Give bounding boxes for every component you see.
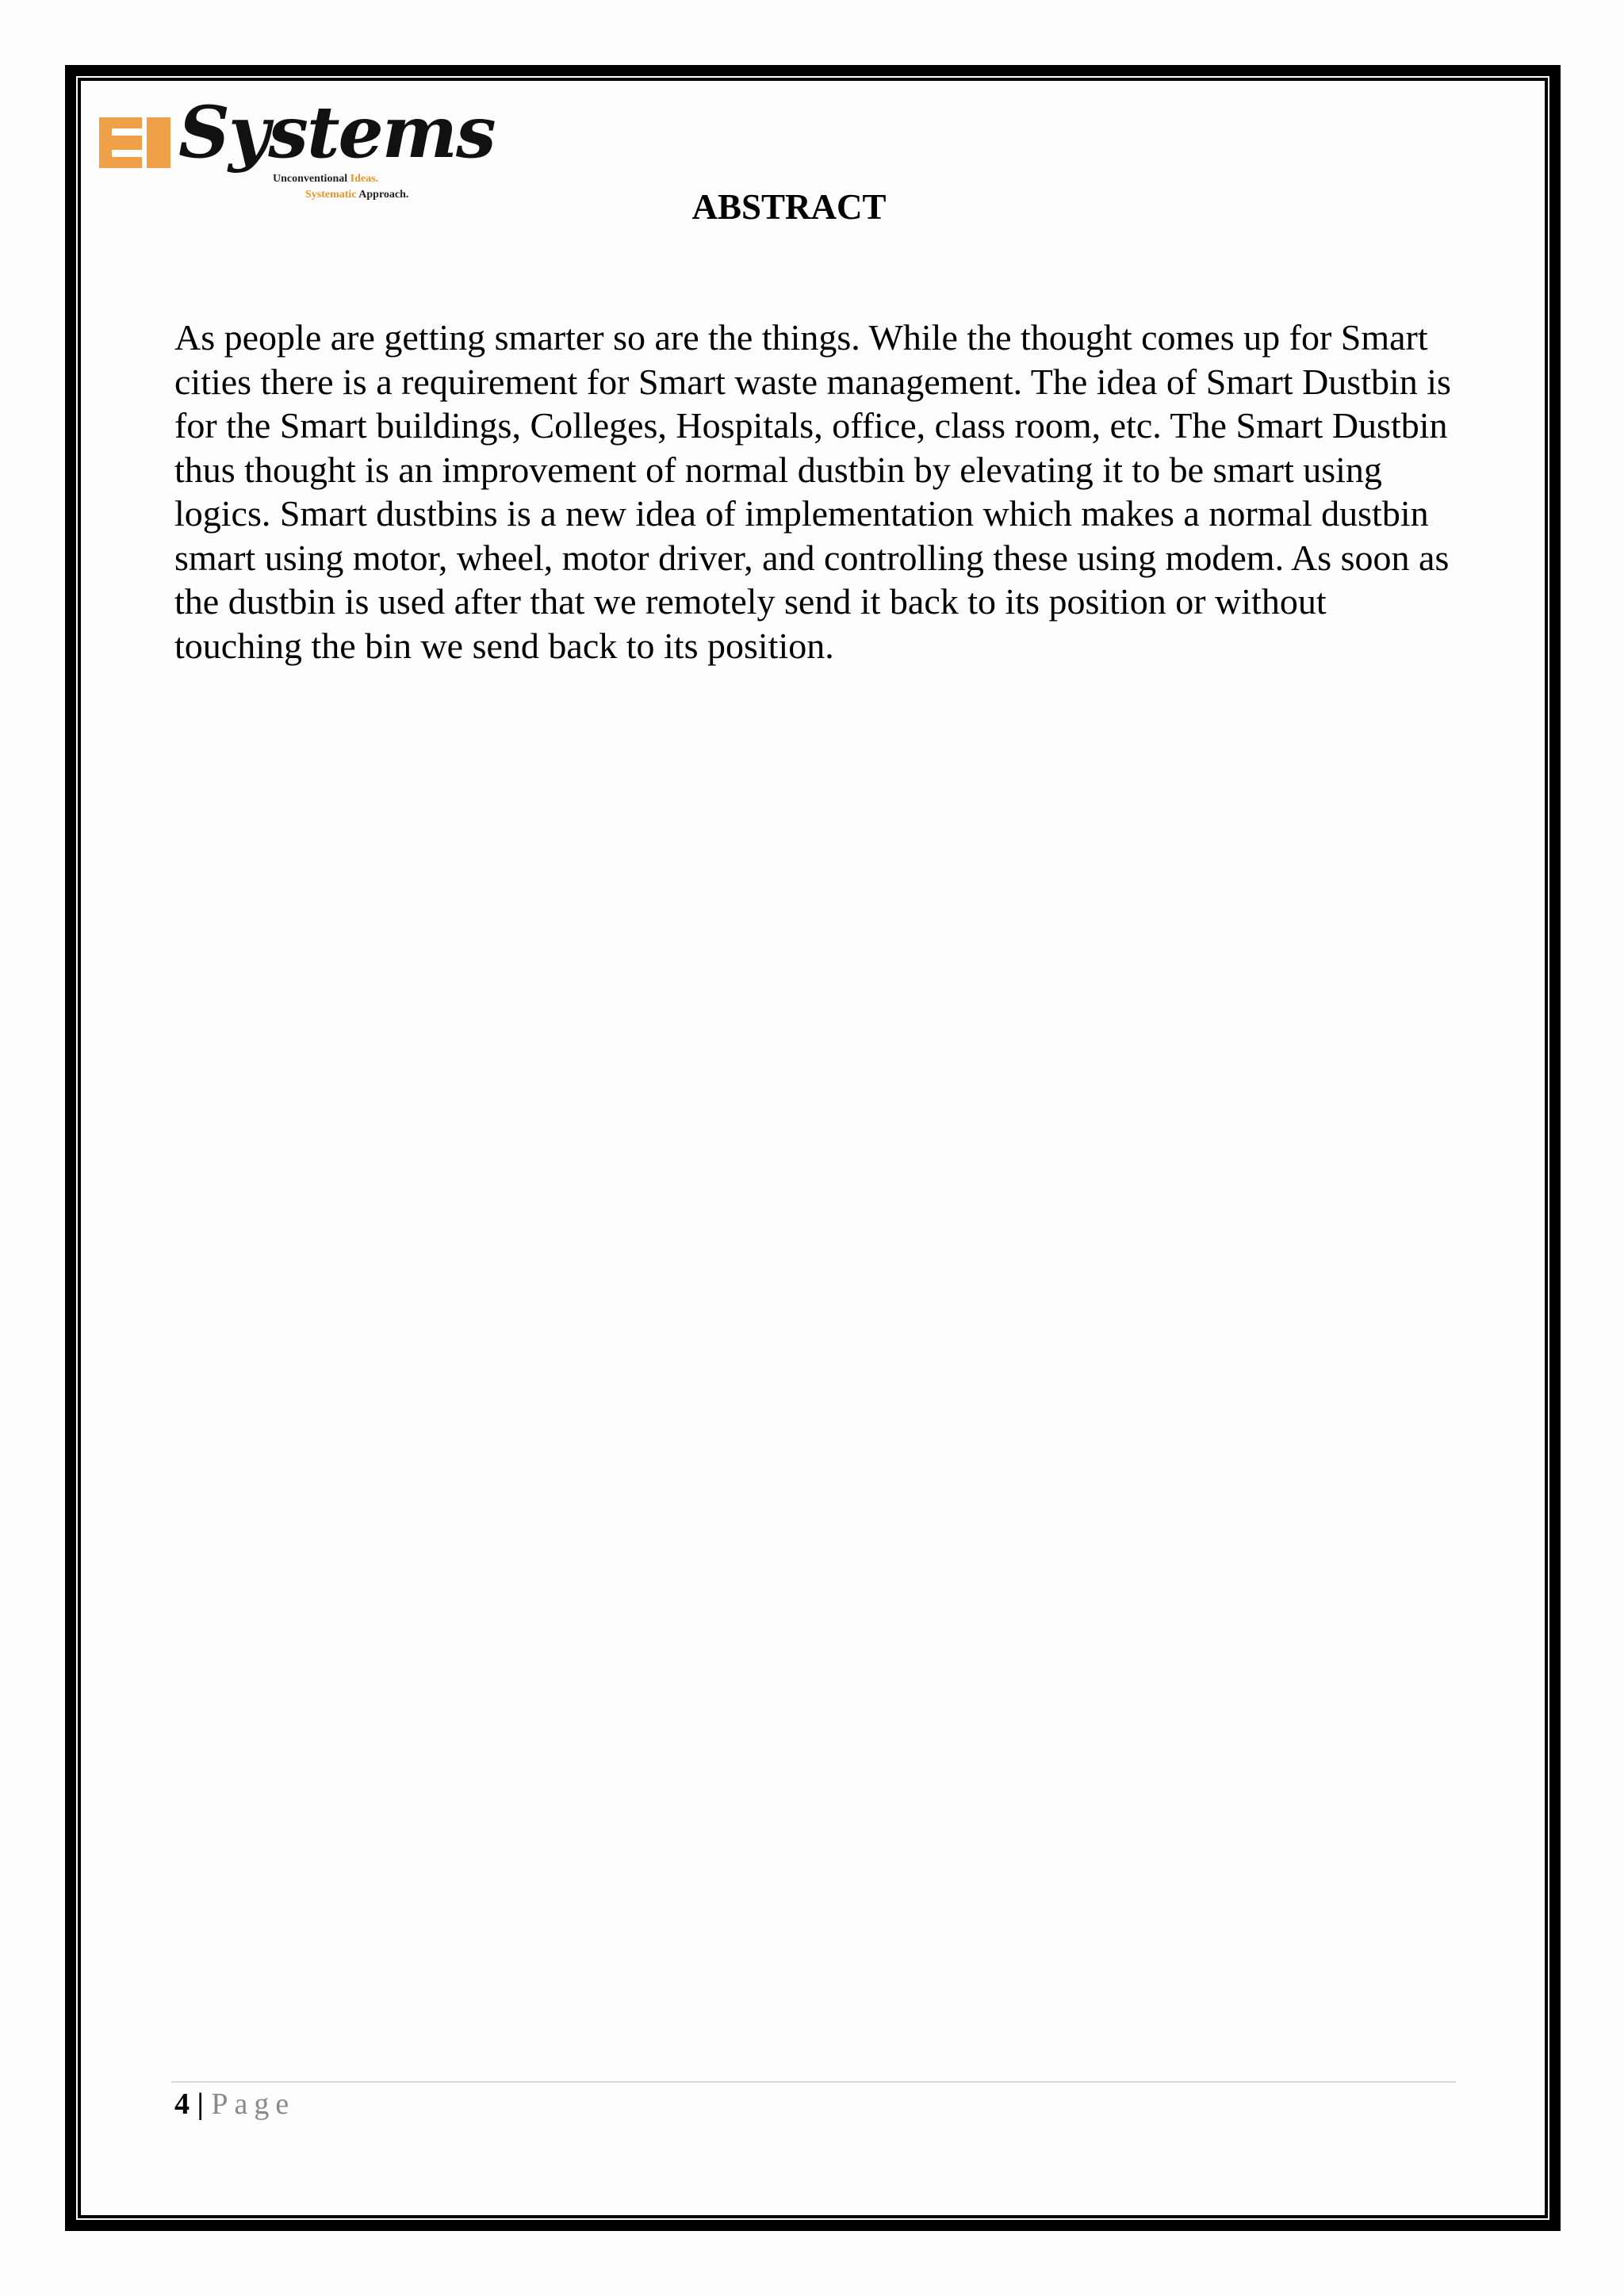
footer-divider xyxy=(171,2081,1456,2083)
footer-separator: | xyxy=(197,2087,204,2121)
section-title: ABSTRACT xyxy=(691,187,887,227)
logo-tagline-line2: Systematic Approach. xyxy=(305,189,409,201)
abstract-paragraph: As people are getting smarter so are the things. While the thought comes up for Smart cities there is a requirement for Smart waste management. The idea of Smart Dustbin is for the Smart buildings, Colleges, Hospitals, office, class room, etc. The Smart Dustbin thus thought is an improvement of normal dustbin by elevating it to be smart using logics. Smart dustbins is a new idea of implementation which makes a normal dustbin smart using motor, wheel, motor driver, and controlling these using modem. As soon as the dustbin is used after that we remotely send it back to its position or without touching the bin we send back to its position. xyxy=(174,317,1451,666)
logo-wordmark: Systems xyxy=(178,90,495,174)
page-number: 4 xyxy=(174,2087,190,2121)
logo-tagline-line1: Unconventional Ideas. xyxy=(273,173,379,185)
page-footer xyxy=(174,2087,295,2122)
page-label: Page xyxy=(211,2087,296,2121)
